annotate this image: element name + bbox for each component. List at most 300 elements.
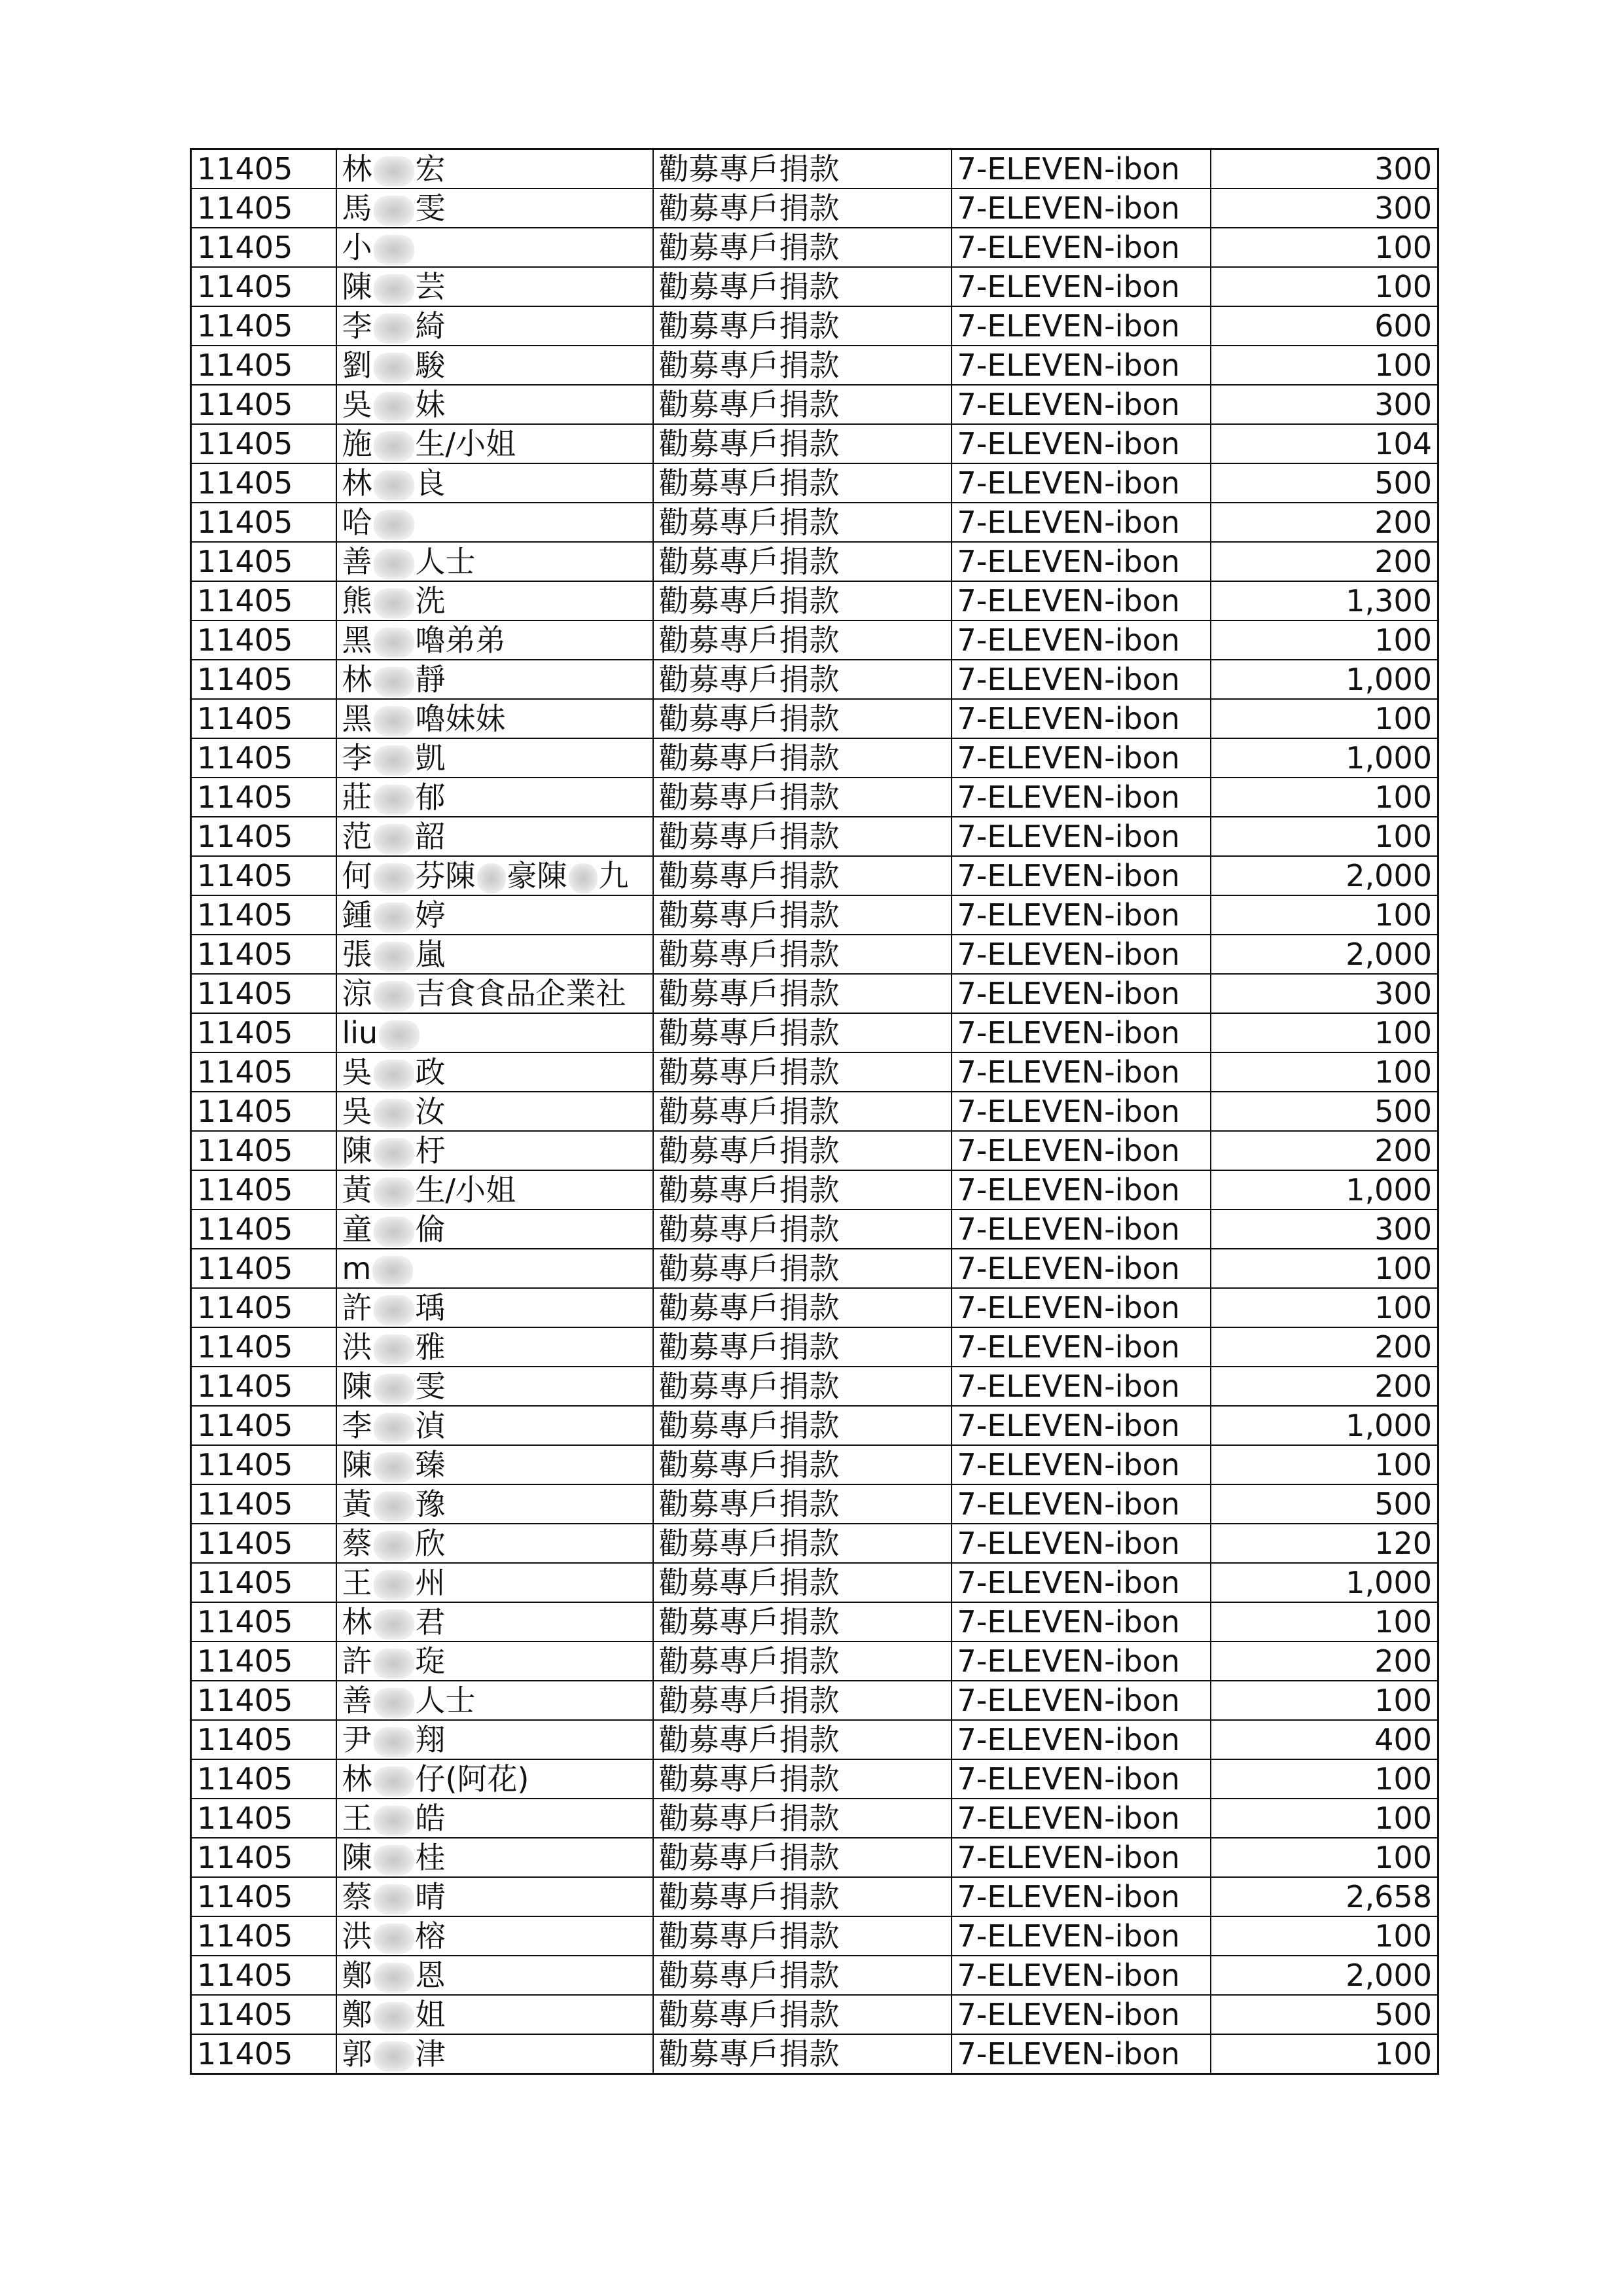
donor-name-cell — [336, 660, 653, 699]
donor-name-cell — [336, 1877, 653, 1916]
period-cell: 11405 — [191, 1995, 336, 2034]
donor-name-part: 倫 — [415, 1211, 446, 1247]
donor-name-part: 洪 — [342, 1918, 372, 1954]
amount-cell: 1,300 — [1211, 581, 1438, 620]
amount-cell: 300 — [1211, 1210, 1438, 1249]
period-cell: 11405 — [191, 1445, 336, 1484]
amount-cell: 100 — [1211, 1838, 1438, 1877]
period-cell: 11405 — [191, 778, 336, 817]
donation-item-cell: 勸募專戶捐款 — [653, 1210, 952, 1249]
donor-name-part: 尹 — [342, 1722, 372, 1757]
donor-name-part: 洪 — [342, 1329, 372, 1365]
period-cell: 11405 — [191, 1681, 336, 1720]
redaction-blur — [374, 1217, 414, 1247]
payment-channel-cell: 7-ELEVEN-ibon — [952, 1445, 1211, 1484]
donation-item-cell: 勸募專戶捐款 — [653, 1288, 952, 1327]
table-row — [191, 1956, 1438, 1995]
redaction-blur — [374, 353, 414, 383]
table-row — [191, 1563, 1438, 1602]
amount-cell: 100 — [1211, 2034, 1438, 2074]
donor-name-part: 九 — [598, 858, 629, 893]
payment-channel-cell: 7-ELEVEN-ibon — [952, 503, 1211, 542]
amount-cell: 100 — [1211, 267, 1438, 306]
payment-channel-cell: 7-ELEVEN-ibon — [952, 306, 1211, 346]
donor-name-part: 小 — [342, 230, 372, 265]
payment-channel-cell: 7-ELEVEN-ibon — [952, 1995, 1211, 2034]
donation-item-cell: 勸募專戶捐款 — [653, 1641, 952, 1681]
donation-item-cell: 勸募專戶捐款 — [653, 149, 952, 189]
donor-name-part: 王 — [342, 1801, 372, 1836]
donation-item-cell: 勸募專戶捐款 — [653, 188, 952, 228]
donation-item-cell: 勸募專戶捐款 — [653, 1956, 952, 1995]
donor-name-cell — [336, 267, 653, 306]
donation-item-cell: 勸募專戶捐款 — [653, 778, 952, 817]
payment-channel-cell: 7-ELEVEN-ibon — [952, 1563, 1211, 1602]
donor-name-part: 陳 — [342, 1447, 372, 1482]
payment-channel-cell: 7-ELEVEN-ibon — [952, 1288, 1211, 1327]
donor-name-part: 綺 — [415, 308, 446, 344]
donor-name-part: 鄭 — [342, 1958, 372, 1993]
donor-name-part: 汝 — [415, 1094, 446, 1129]
donor-name-part: 嚕妹妹 — [415, 701, 506, 736]
table-row — [191, 1602, 1438, 1641]
donor-name-part: 嚕弟弟 — [415, 622, 506, 658]
redaction-blur — [374, 1295, 414, 1325]
donor-name-part: 婷 — [415, 897, 446, 933]
donor-name-part: 許 — [342, 1290, 372, 1325]
period-cell: 11405 — [191, 463, 336, 503]
period-cell: 11405 — [191, 699, 336, 738]
period-cell: 11405 — [191, 1524, 336, 1563]
donor-name-part: 瑀 — [415, 1290, 446, 1325]
amount-cell: 2,000 — [1211, 1956, 1438, 1995]
payment-channel-cell: 7-ELEVEN-ibon — [952, 1327, 1211, 1367]
payment-channel-cell: 7-ELEVEN-ibon — [952, 424, 1211, 463]
period-cell: 11405 — [191, 1210, 336, 1249]
donation-item-cell: 勸募專戶捐款 — [653, 1916, 952, 1956]
redaction-blur — [374, 1806, 414, 1836]
amount-cell: 1,000 — [1211, 660, 1438, 699]
donor-name-part: 洗 — [415, 583, 446, 619]
donation-item-cell: 勸募專戶捐款 — [653, 1484, 952, 1524]
payment-channel-cell: 7-ELEVEN-ibon — [952, 1602, 1211, 1641]
redaction-blur — [374, 2041, 414, 2072]
payment-channel-cell: 7-ELEVEN-ibon — [952, 1916, 1211, 1956]
redaction-blur — [374, 628, 414, 658]
donation-table-body — [191, 149, 1438, 2074]
donor-name-cell — [336, 1720, 653, 1759]
table-row — [191, 1288, 1438, 1327]
donor-name-cell — [336, 1484, 653, 1524]
redaction-blur — [374, 824, 414, 854]
payment-channel-cell: 7-ELEVEN-ibon — [952, 188, 1211, 228]
period-cell: 11405 — [191, 1288, 336, 1327]
payment-channel-cell: 7-ELEVEN-ibon — [952, 1799, 1211, 1838]
period-cell: 11405 — [191, 1799, 336, 1838]
donor-name-cell — [336, 1759, 653, 1799]
donation-item-cell: 勸募專戶捐款 — [653, 1170, 952, 1210]
donor-name-part: 郁 — [415, 780, 446, 815]
period-cell: 11405 — [191, 385, 336, 424]
donor-name-part: 張 — [342, 937, 372, 972]
donor-name-part: 李 — [342, 308, 372, 344]
period-cell: 11405 — [191, 817, 336, 856]
table-row — [191, 1092, 1438, 1131]
redaction-blur — [374, 431, 414, 461]
table-row — [191, 738, 1438, 778]
redaction-blur — [374, 745, 414, 776]
redaction-blur — [374, 1138, 414, 1168]
payment-channel-cell: 7-ELEVEN-ibon — [952, 1052, 1211, 1092]
donor-name-part: 恩 — [415, 1958, 446, 1993]
table-row — [191, 817, 1438, 856]
amount-cell: 200 — [1211, 1131, 1438, 1170]
period-cell: 11405 — [191, 1759, 336, 1799]
donation-item-cell: 勸募專戶捐款 — [653, 1563, 952, 1602]
donor-name-cell — [336, 1563, 653, 1602]
period-cell: 11405 — [191, 503, 336, 542]
amount-cell: 100 — [1211, 1916, 1438, 1956]
payment-channel-cell: 7-ELEVEN-ibon — [952, 856, 1211, 895]
table-row — [191, 699, 1438, 738]
amount-cell: 100 — [1211, 1013, 1438, 1052]
payment-channel-cell: 7-ELEVEN-ibon — [952, 2034, 1211, 2074]
donor-name-cell — [336, 1799, 653, 1838]
amount-cell: 2,658 — [1211, 1877, 1438, 1916]
payment-channel-cell: 7-ELEVEN-ibon — [952, 974, 1211, 1013]
donor-name-cell — [336, 1995, 653, 2034]
amount-cell: 100 — [1211, 1052, 1438, 1092]
amount-cell: 100 — [1211, 1602, 1438, 1641]
donor-name-part: 榕 — [415, 1918, 446, 1954]
donor-name-part: 鍾 — [342, 897, 372, 933]
period-cell: 11405 — [191, 1956, 336, 1995]
table-row — [191, 1249, 1438, 1288]
donor-name-part: 生/小姐 — [415, 426, 516, 461]
amount-cell: 1,000 — [1211, 1170, 1438, 1210]
period-cell: 11405 — [191, 1563, 336, 1602]
period-cell: 11405 — [191, 2034, 336, 2074]
table-row — [191, 1838, 1438, 1877]
donation-item-cell: 勸募專戶捐款 — [653, 1406, 952, 1445]
donation-item-cell: 勸募專戶捐款 — [653, 424, 952, 463]
donor-name-part: 馬 — [342, 190, 372, 226]
table-row — [191, 1681, 1438, 1720]
table-row — [191, 1367, 1438, 1406]
redaction-blur — [374, 667, 414, 697]
payment-channel-cell: 7-ELEVEN-ibon — [952, 1681, 1211, 1720]
period-cell: 11405 — [191, 1249, 336, 1288]
payment-channel-cell: 7-ELEVEN-ibon — [952, 1367, 1211, 1406]
period-cell: 11405 — [191, 1641, 336, 1681]
amount-cell: 100 — [1211, 1445, 1438, 1484]
payment-channel-cell: 7-ELEVEN-ibon — [952, 1641, 1211, 1681]
donor-name-cell — [336, 620, 653, 660]
redaction-blur — [374, 1060, 414, 1090]
amount-cell: 200 — [1211, 1367, 1438, 1406]
donor-name-part: m — [342, 1251, 372, 1286]
donor-name-part: 人士 — [415, 544, 476, 579]
table-row — [191, 1524, 1438, 1563]
donor-name-cell — [336, 1288, 653, 1327]
donor-name-part: 豪陳 — [507, 858, 567, 893]
donor-name-part: 施 — [342, 426, 372, 461]
payment-channel-cell: 7-ELEVEN-ibon — [952, 267, 1211, 306]
redaction-blur — [374, 1452, 414, 1482]
donor-name-part: 黑 — [342, 622, 372, 658]
period-cell: 11405 — [191, 1092, 336, 1131]
donor-name-cell — [336, 581, 653, 620]
donation-item-cell: 勸募專戶捐款 — [653, 817, 952, 856]
donor-name-cell — [336, 188, 653, 228]
donor-name-part: 李 — [342, 740, 372, 776]
donor-name-cell — [336, 2034, 653, 2074]
donor-name-cell — [336, 1641, 653, 1681]
payment-channel-cell: 7-ELEVEN-ibon — [952, 1759, 1211, 1799]
donor-name-part: 林 — [342, 662, 372, 697]
payment-channel-cell: 7-ELEVEN-ibon — [952, 228, 1211, 267]
donor-name-cell — [336, 935, 653, 974]
donor-name-part: 陳 — [342, 1840, 372, 1875]
period-cell: 11405 — [191, 346, 336, 385]
donor-name-part: 芸 — [415, 269, 446, 304]
period-cell: 11405 — [191, 149, 336, 189]
donor-name-part: 涼 — [342, 976, 372, 1011]
donor-name-part: 君 — [415, 1604, 446, 1640]
donor-name-part: 豫 — [415, 1486, 446, 1522]
redaction-blur — [374, 1767, 414, 1797]
redaction-blur — [374, 1413, 414, 1443]
period-cell: 11405 — [191, 1916, 336, 1956]
redaction-blur — [374, 156, 414, 187]
amount-cell: 100 — [1211, 1681, 1438, 1720]
donation-item-cell: 勸募專戶捐款 — [653, 1877, 952, 1916]
donor-name-part: 王 — [342, 1565, 372, 1600]
amount-cell: 100 — [1211, 778, 1438, 817]
donation-item-cell: 勸募專戶捐款 — [653, 1838, 952, 1877]
period-cell: 11405 — [191, 228, 336, 267]
amount-cell: 200 — [1211, 1327, 1438, 1367]
redaction-blur — [477, 863, 506, 893]
donor-name-cell — [336, 1052, 653, 1092]
donor-name-part: 湞 — [415, 1408, 446, 1443]
table-row — [191, 1720, 1438, 1759]
donor-name-part: 仔(阿花) — [415, 1761, 529, 1797]
redaction-blur — [374, 588, 414, 619]
donor-name-cell — [336, 1916, 653, 1956]
redaction-blur — [374, 274, 414, 304]
table-row — [191, 620, 1438, 660]
donor-name-cell — [336, 149, 653, 189]
donor-name-cell — [336, 346, 653, 385]
donor-name-part: 林 — [342, 151, 372, 187]
table-row — [191, 306, 1438, 346]
donor-name-cell — [336, 1013, 653, 1052]
donor-name-cell — [336, 1367, 653, 1406]
donor-name-part: 臻 — [415, 1447, 446, 1482]
donor-name-part: 劉 — [342, 348, 372, 383]
donation-item-cell: 勸募專戶捐款 — [653, 1720, 952, 1759]
amount-cell: 400 — [1211, 1720, 1438, 1759]
table-row — [191, 1131, 1438, 1170]
redaction-blur — [374, 942, 414, 972]
donation-item-cell: 勸募專戶捐款 — [653, 1602, 952, 1641]
period-cell: 11405 — [191, 856, 336, 895]
amount-cell: 300 — [1211, 188, 1438, 228]
donor-name-cell — [336, 1681, 653, 1720]
redaction-blur — [374, 1688, 414, 1718]
donor-name-cell — [336, 463, 653, 503]
donation-item-cell: 勸募專戶捐款 — [653, 1327, 952, 1367]
amount-cell: 2,000 — [1211, 856, 1438, 895]
amount-cell: 100 — [1211, 1759, 1438, 1799]
donation-item-cell: 勸募專戶捐款 — [653, 1131, 952, 1170]
donor-name-part: 妹 — [415, 387, 446, 422]
donor-name-cell — [336, 424, 653, 463]
donation-item-cell: 勸募專戶捐款 — [653, 463, 952, 503]
donor-name-part: liu — [342, 1015, 378, 1050]
redaction-blur — [374, 1845, 414, 1875]
donation-table — [190, 148, 1439, 2075]
donor-name-cell — [336, 974, 653, 1013]
payment-channel-cell: 7-ELEVEN-ibon — [952, 1406, 1211, 1445]
payment-channel-cell: 7-ELEVEN-ibon — [952, 778, 1211, 817]
table-row — [191, 385, 1438, 424]
donation-item-cell: 勸募專戶捐款 — [653, 935, 952, 974]
redaction-blur — [374, 196, 414, 226]
redaction-blur — [374, 314, 414, 344]
amount-cell: 500 — [1211, 1092, 1438, 1131]
donor-name-part: 許 — [342, 1643, 372, 1679]
table-row — [191, 1799, 1438, 1838]
donor-name-part: 黃 — [342, 1486, 372, 1522]
amount-cell: 200 — [1211, 542, 1438, 581]
amount-cell: 1,000 — [1211, 1563, 1438, 1602]
amount-cell: 1,000 — [1211, 738, 1438, 778]
payment-channel-cell: 7-ELEVEN-ibon — [952, 1013, 1211, 1052]
payment-channel-cell: 7-ELEVEN-ibon — [952, 385, 1211, 424]
donor-name-cell — [336, 1170, 653, 1210]
amount-cell: 100 — [1211, 1799, 1438, 1838]
table-row — [191, 2034, 1438, 2074]
redaction-blur — [374, 1570, 414, 1600]
table-row — [191, 1052, 1438, 1092]
amount-cell: 100 — [1211, 228, 1438, 267]
donation-item-cell: 勸募專戶捐款 — [653, 738, 952, 778]
donor-name-part: 范 — [342, 819, 372, 854]
donation-item-cell: 勸募專戶捐款 — [653, 1681, 952, 1720]
donor-name-part: 李 — [342, 1408, 372, 1443]
donation-item-cell: 勸募專戶捐款 — [653, 1445, 952, 1484]
donor-name-part: 陳 — [342, 1133, 372, 1168]
period-cell: 11405 — [191, 620, 336, 660]
table-row — [191, 935, 1438, 974]
amount-cell: 100 — [1211, 817, 1438, 856]
donor-name-cell — [336, 1092, 653, 1131]
donor-name-part: 良 — [415, 465, 446, 501]
donor-name-part: 吉食食品企業社 — [415, 976, 626, 1011]
donation-item-cell: 勸募專戶捐款 — [653, 974, 952, 1013]
table-row — [191, 267, 1438, 306]
payment-channel-cell: 7-ELEVEN-ibon — [952, 935, 1211, 974]
donor-name-part: 吳 — [342, 1054, 372, 1090]
payment-channel-cell: 7-ELEVEN-ibon — [952, 699, 1211, 738]
donation-item-cell: 勸募專戶捐款 — [653, 699, 952, 738]
donor-name-part: 郭 — [342, 2036, 372, 2072]
donor-name-part: 欣 — [415, 1526, 446, 1561]
table-row — [191, 1995, 1438, 2034]
amount-cell: 500 — [1211, 1995, 1438, 2034]
payment-channel-cell: 7-ELEVEN-ibon — [952, 1838, 1211, 1877]
redaction-blur — [374, 1963, 414, 1993]
redaction-blur — [372, 1256, 413, 1286]
donor-name-part: 熊 — [342, 583, 372, 619]
table-row — [191, 188, 1438, 228]
payment-channel-cell: 7-ELEVEN-ibon — [952, 1131, 1211, 1170]
amount-cell: 2,000 — [1211, 935, 1438, 974]
period-cell: 11405 — [191, 1327, 336, 1367]
redaction-blur — [374, 903, 414, 933]
table-row — [191, 1877, 1438, 1916]
donor-name-cell — [336, 228, 653, 267]
donor-name-part: 宏 — [415, 151, 446, 187]
redaction-blur — [374, 471, 414, 501]
donor-name-cell — [336, 856, 653, 895]
donation-item-cell: 勸募專戶捐款 — [653, 856, 952, 895]
redaction-blur — [374, 2002, 414, 2032]
donation-item-cell: 勸募專戶捐款 — [653, 385, 952, 424]
donor-name-part: 雯 — [415, 190, 446, 226]
amount-cell: 300 — [1211, 974, 1438, 1013]
redaction-blur — [374, 981, 414, 1011]
payment-channel-cell: 7-ELEVEN-ibon — [952, 581, 1211, 620]
redaction-blur — [374, 863, 414, 893]
payment-channel-cell: 7-ELEVEN-ibon — [952, 1720, 1211, 1759]
donor-name-part: 童 — [342, 1211, 372, 1247]
donation-item-cell: 勸募專戶捐款 — [653, 228, 952, 267]
payment-channel-cell: 7-ELEVEN-ibon — [952, 1210, 1211, 1249]
donor-name-part: 嵐 — [415, 937, 446, 972]
amount-cell: 100 — [1211, 1288, 1438, 1327]
donor-name-part: 生/小姐 — [415, 1172, 516, 1208]
payment-channel-cell: 7-ELEVEN-ibon — [952, 1877, 1211, 1916]
table-row — [191, 974, 1438, 1013]
redaction-blur — [374, 1177, 414, 1208]
donor-name-part: 吳 — [342, 1094, 372, 1129]
donor-name-part: 蔡 — [342, 1526, 372, 1561]
donor-name-cell — [336, 306, 653, 346]
period-cell: 11405 — [191, 1838, 336, 1877]
table-row — [191, 856, 1438, 895]
donor-name-cell — [336, 1956, 653, 1995]
donor-name-part: 陳 — [342, 1369, 372, 1404]
donor-name-part: 津 — [415, 2036, 446, 2072]
period-cell: 11405 — [191, 542, 336, 581]
donor-name-part: 皓 — [415, 1801, 446, 1836]
amount-cell: 1,000 — [1211, 1406, 1438, 1445]
table-row — [191, 424, 1438, 463]
donor-name-cell — [336, 1327, 653, 1367]
payment-channel-cell: 7-ELEVEN-ibon — [952, 620, 1211, 660]
amount-cell: 100 — [1211, 895, 1438, 935]
donor-name-part: 善 — [342, 1683, 372, 1718]
period-cell: 11405 — [191, 1367, 336, 1406]
donor-name-part: 靜 — [415, 662, 446, 697]
donor-name-cell — [336, 1131, 653, 1170]
donor-name-part: 莊 — [342, 780, 372, 815]
donor-name-part: 翔 — [415, 1722, 446, 1757]
amount-cell: 600 — [1211, 306, 1438, 346]
